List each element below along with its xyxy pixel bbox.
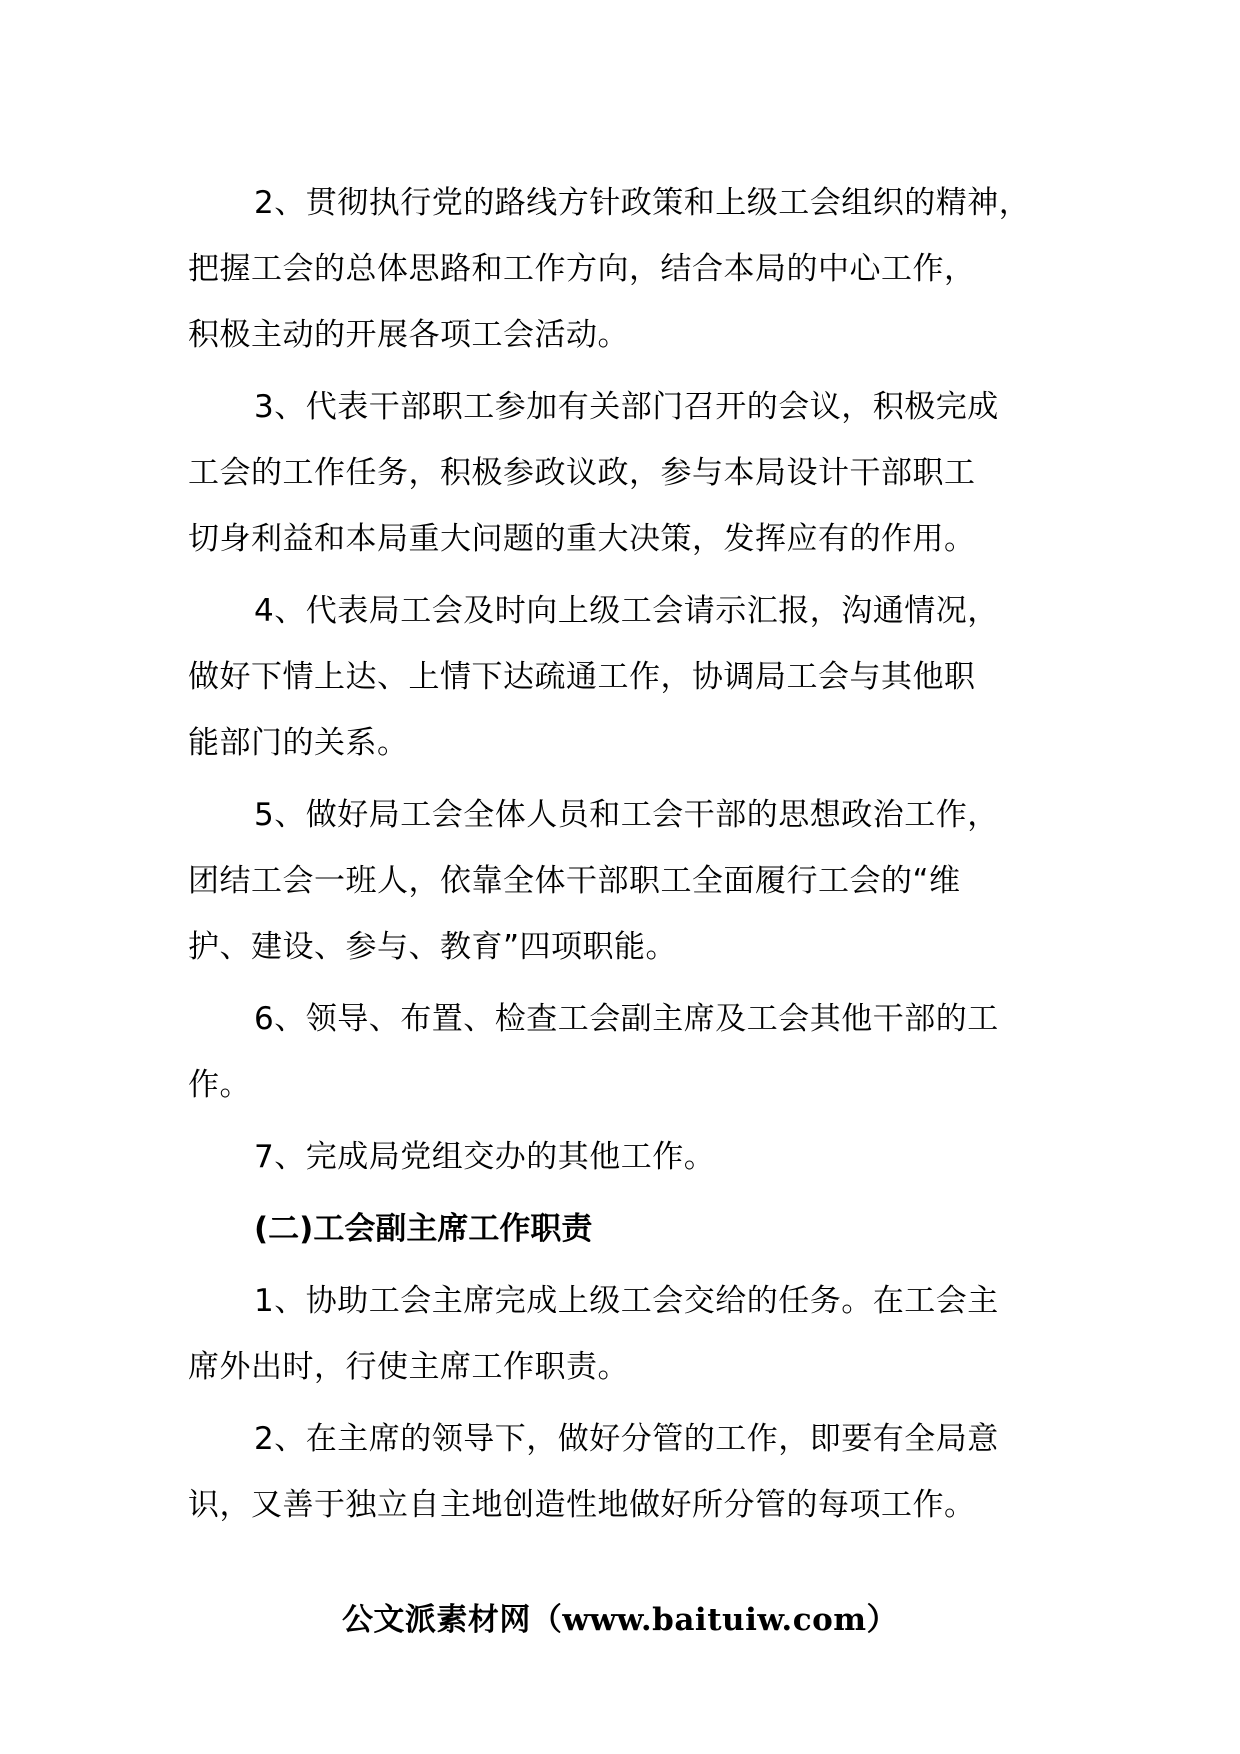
text-line: 席外出时，行使主席工作职责。 [188,1349,629,1385]
section-paragraph-item-2 [188,1406,1058,1538]
section-paragraph-item-1 [188,1268,1058,1400]
text-line: 2、贯彻执行党的路线方针政策和上级工会组织的精神， [254,185,1031,221]
text-line: 3、代表干部职工参加有关部门召开的会议，积极完成 [254,389,999,425]
text-line: 切身利益和本局重大问题的重大决策，发挥应有的作用。 [188,521,976,557]
text-line: 积极主动的开展各项工会活动。 [188,317,629,353]
paragraph-item-7 [188,1124,1058,1190]
text-line: 能部门的关系。 [188,725,409,761]
text-line: 做好下情上达、上情下达疏通工作，协调局工会与其他职 [188,659,976,695]
text-line: 5、做好局工会全体人员和工会干部的思想政治工作， [254,797,999,833]
text-line: 1、协助工会主席完成上级工会交给的任务。在工会主 [254,1283,999,1319]
text-line: 作。 [188,1067,251,1103]
text-line: 7、完成局党组交办的其他工作。 [254,1139,716,1175]
text-line: 2、在主席的领导下，做好分管的工作，即要有全局意 [254,1421,999,1457]
text-line: 识，又善于独立自主地创造性地做好所分管的每项工作。 [188,1487,976,1523]
paragraph-item-5 [188,782,1058,980]
paragraph-item-4 [188,578,1058,776]
text-line: 团结工会一班人，依靠全体干部职工全面履行工会的“维 [188,863,961,899]
paragraph-item-3 [188,374,1058,572]
paragraph-item-2 [188,170,1058,368]
text-line: 护、建设、参与、教育”四项职能。 [188,929,678,965]
text-line: 6、领导、布置、检查工会副主席及工会其他干部的工 [254,1001,999,1037]
text-line: 工会的工作任务，积极参政议政，参与本局设计干部职工 [188,455,976,491]
text-line: 4、代表局工会及时向上级工会请示汇报，沟通情况， [254,593,999,629]
document-body [188,170,1058,1544]
section-heading: (二)工会副主席工作职责 [254,1211,593,1247]
page-footer-watermark: 公文派素材网（www.baituiw.com） [341,1602,899,1638]
text-line: 把握工会的总体思路和工作方向，结合本局的中心工作， [188,251,976,287]
paragraph-item-6 [188,986,1058,1118]
